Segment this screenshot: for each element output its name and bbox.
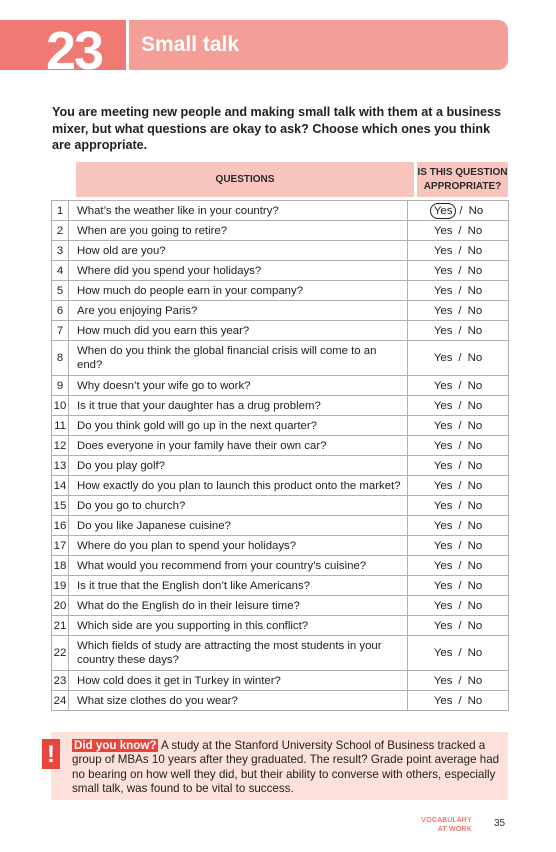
- option-no[interactable]: No: [467, 224, 483, 237]
- question-row: [52, 576, 509, 596]
- answer-choice: [408, 416, 509, 436]
- answer-choice: [408, 221, 509, 241]
- question-number: 22: [52, 636, 69, 671]
- option-no[interactable]: No: [467, 674, 483, 687]
- answer-choice: [408, 201, 509, 221]
- footer-book-title: [400, 816, 472, 834]
- question-number: 8: [52, 341, 69, 376]
- question-number: 1: [52, 201, 69, 221]
- question-number: 12: [52, 436, 69, 456]
- answer-choice: [408, 321, 509, 341]
- question-row: [52, 321, 509, 341]
- option-yes[interactable]: Yes: [433, 599, 453, 612]
- answer-choice: [408, 376, 509, 396]
- option-separator: /: [458, 324, 462, 337]
- question-row: [52, 516, 509, 536]
- option-no[interactable]: No: [467, 499, 483, 512]
- question-number: 16: [52, 516, 69, 536]
- option-separator: /: [458, 479, 462, 492]
- question-row: [52, 556, 509, 576]
- option-separator: /: [458, 304, 462, 317]
- question-row: [52, 201, 509, 221]
- question-row: [52, 436, 509, 456]
- option-separator: /: [458, 419, 462, 432]
- question-number: 10: [52, 396, 69, 416]
- question-row: [52, 341, 509, 376]
- option-separator: /: [458, 647, 462, 659]
- option-yes[interactable]: Yes: [433, 419, 453, 432]
- column-header-appropriate-line1: IS THIS QUESTION: [417, 166, 508, 178]
- option-no[interactable]: No: [467, 519, 483, 532]
- option-no[interactable]: No: [467, 244, 483, 257]
- answer-choice: [408, 636, 509, 671]
- question-text: Which side are you supporting in this conflict?: [69, 616, 408, 636]
- question-number: 5: [52, 281, 69, 301]
- question-row: [52, 301, 509, 321]
- option-yes[interactable]: Yes: [433, 224, 453, 237]
- question-row: [52, 616, 509, 636]
- option-yes[interactable]: Yes: [433, 499, 453, 512]
- option-separator: /: [458, 379, 462, 392]
- question-text: What size clothes do you wear?: [69, 691, 408, 711]
- did-you-know-body: A study at the Stanford University School of Business tracked a group of MBAs 10 years after they graduated. The result? Grade point average had no bearing on how well they did, but their ability to converse with others, especially small talk, was found to be vital to success.: [72, 739, 500, 796]
- answer-choice: [408, 396, 509, 416]
- answer-choice: [408, 456, 509, 476]
- question-row: [52, 476, 509, 496]
- question-text: Is it true that your daughter has a drug problem?: [69, 396, 408, 416]
- answer-choice: [408, 691, 509, 711]
- question-row: [52, 261, 509, 281]
- option-separator: /: [458, 694, 462, 707]
- option-yes[interactable]: Yes: [433, 459, 453, 472]
- question-number: 11: [52, 416, 69, 436]
- option-yes[interactable]: Yes: [430, 203, 457, 219]
- option-yes[interactable]: Yes: [433, 559, 453, 572]
- question-text: Do you play golf?: [69, 456, 408, 476]
- question-text: Is it true that the English don’t like Americans?: [69, 576, 408, 596]
- question-number: 21: [52, 616, 69, 636]
- questions-table: [51, 200, 509, 711]
- option-no[interactable]: No: [467, 579, 483, 592]
- option-no[interactable]: No: [467, 379, 483, 392]
- option-separator: /: [458, 674, 462, 687]
- option-no[interactable]: No: [467, 264, 483, 277]
- option-no[interactable]: No: [468, 204, 484, 217]
- option-yes[interactable]: Yes: [433, 264, 453, 277]
- page-number: 35: [494, 818, 506, 829]
- answer-choice: [408, 596, 509, 616]
- option-separator: /: [458, 559, 462, 572]
- option-no[interactable]: No: [467, 439, 483, 452]
- question-text: Where did you spend your holidays?: [69, 261, 408, 281]
- option-no[interactable]: No: [467, 304, 483, 317]
- column-header-appropriate-line2: APPROPRIATE?: [423, 180, 502, 192]
- question-text: How much do people earn in your company?: [69, 281, 408, 301]
- instructions: You are meeting new people and making small talk with them at a business mixer, but what questions are okay to ask? Choose which ones you think are appropriate.: [52, 105, 502, 152]
- option-separator: /: [458, 352, 462, 364]
- option-separator: /: [458, 399, 462, 412]
- option-no[interactable]: No: [467, 694, 483, 707]
- option-no[interactable]: No: [467, 352, 483, 364]
- option-separator: /: [458, 619, 462, 632]
- question-text: How old are you?: [69, 241, 408, 261]
- option-yes[interactable]: Yes: [433, 674, 453, 687]
- option-separator: /: [458, 439, 462, 452]
- question-text: Are you enjoying Paris?: [69, 301, 408, 321]
- option-no[interactable]: No: [467, 459, 483, 472]
- did-you-know-text: [72, 739, 502, 797]
- option-no[interactable]: No: [467, 539, 483, 552]
- option-separator: /: [458, 244, 462, 257]
- question-row: [52, 496, 509, 516]
- question-number: 15: [52, 496, 69, 516]
- option-no[interactable]: No: [467, 619, 483, 632]
- question-text: How exactly do you plan to launch this product onto the market?: [69, 476, 408, 496]
- question-row: [52, 281, 509, 301]
- column-header-appropriate: [417, 162, 508, 197]
- answer-choice: [408, 301, 509, 321]
- option-separator: /: [458, 264, 462, 277]
- option-no[interactable]: No: [467, 599, 483, 612]
- question-number: 9: [52, 376, 69, 396]
- question-number: 13: [52, 456, 69, 476]
- option-yes[interactable]: Yes: [433, 439, 453, 452]
- unit-title-bar: [129, 20, 508, 70]
- question-text: What would you recommend from your country’s cuisine?: [69, 556, 408, 576]
- question-number: 18: [52, 556, 69, 576]
- option-yes[interactable]: Yes: [433, 539, 453, 552]
- question-row: [52, 671, 509, 691]
- question-number: 19: [52, 576, 69, 596]
- question-text: Do you like Japanese cuisine?: [69, 516, 408, 536]
- answer-choice: [408, 496, 509, 516]
- question-text: How much did you earn this year?: [69, 321, 408, 341]
- answer-choice: [408, 341, 509, 376]
- question-row: [52, 691, 509, 711]
- question-row: [52, 241, 509, 261]
- answer-choice: [408, 261, 509, 281]
- question-number: 4: [52, 261, 69, 281]
- option-no[interactable]: No: [467, 559, 483, 572]
- question-row: [52, 536, 509, 556]
- answer-choice: [408, 536, 509, 556]
- option-yes[interactable]: Yes: [433, 479, 453, 492]
- option-yes[interactable]: Yes: [433, 579, 453, 592]
- option-separator: /: [458, 539, 462, 552]
- question-row: [52, 596, 509, 616]
- question-number: 7: [52, 321, 69, 341]
- answer-choice: [408, 476, 509, 496]
- option-separator: /: [459, 204, 463, 217]
- question-text: What’s the weather like in your country?: [69, 201, 408, 221]
- option-no[interactable]: No: [467, 479, 483, 492]
- option-yes[interactable]: Yes: [433, 619, 453, 632]
- question-text: Why doesn’t your wife go to work?: [69, 376, 408, 396]
- footer-line1: VOCABULARY: [421, 817, 472, 824]
- option-yes[interactable]: Yes: [433, 324, 453, 337]
- option-separator: /: [458, 224, 462, 237]
- question-text: Do you go to church?: [69, 496, 408, 516]
- question-number: 2: [52, 221, 69, 241]
- option-separator: /: [458, 519, 462, 532]
- answer-choice: [408, 616, 509, 636]
- column-header-questions: QUESTIONS: [76, 162, 414, 197]
- question-number: 3: [52, 241, 69, 261]
- footer-line2: AT WORK: [437, 826, 472, 833]
- did-you-know-label: Did you know?: [74, 739, 157, 752]
- question-text: Where do you plan to spend your holidays?: [69, 536, 408, 556]
- option-yes[interactable]: Yes: [433, 352, 453, 364]
- question-number: 23: [52, 671, 69, 691]
- answer-choice: [408, 516, 509, 536]
- option-separator: /: [458, 579, 462, 592]
- question-row: [52, 396, 509, 416]
- option-no[interactable]: No: [467, 284, 483, 297]
- option-separator: /: [458, 284, 462, 297]
- question-text: When do you think the global financial crisis will come to an end?: [69, 341, 408, 376]
- option-yes[interactable]: Yes: [433, 519, 453, 532]
- unit-title: Small talk: [141, 33, 240, 56]
- option-yes[interactable]: Yes: [433, 694, 453, 707]
- option-yes[interactable]: Yes: [433, 379, 453, 392]
- answer-choice: [408, 281, 509, 301]
- question-number: 6: [52, 301, 69, 321]
- option-no[interactable]: No: [467, 419, 483, 432]
- question-text: How cold does it get in Turkey in winter?: [69, 671, 408, 691]
- option-yes[interactable]: Yes: [433, 647, 453, 659]
- question-text: What do the English do in their leisure time?: [69, 596, 408, 616]
- option-separator: /: [458, 459, 462, 472]
- option-no[interactable]: No: [467, 324, 483, 337]
- question-number: 24: [52, 691, 69, 711]
- question-text: Does everyone in your family have their own car?: [69, 436, 408, 456]
- question-row: [52, 221, 509, 241]
- answer-choice: [408, 241, 509, 261]
- question-row: [52, 376, 509, 396]
- question-row: [52, 636, 509, 671]
- question-number: 14: [52, 476, 69, 496]
- question-text: When are you going to retire?: [69, 221, 408, 241]
- question-number: 20: [52, 596, 69, 616]
- option-separator: /: [458, 599, 462, 612]
- option-no[interactable]: No: [467, 399, 483, 412]
- question-number: 17: [52, 536, 69, 556]
- option-yes[interactable]: Yes: [433, 244, 453, 257]
- option-yes[interactable]: Yes: [433, 399, 453, 412]
- answer-choice: [408, 556, 509, 576]
- question-text: Do you think gold will go up in the next quarter?: [69, 416, 408, 436]
- option-yes[interactable]: Yes: [433, 304, 453, 317]
- option-yes[interactable]: Yes: [433, 284, 453, 297]
- option-separator: /: [458, 499, 462, 512]
- unit-number: 23: [46, 21, 103, 70]
- option-no[interactable]: No: [467, 647, 483, 659]
- question-row: [52, 416, 509, 436]
- question-row: [52, 456, 509, 476]
- answer-choice: [408, 576, 509, 596]
- answer-choice: [408, 671, 509, 691]
- answer-choice: [408, 436, 509, 456]
- question-text: Which fields of study are attracting the most students in your country these days?: [69, 636, 408, 671]
- exclamation-icon: !: [39, 739, 60, 769]
